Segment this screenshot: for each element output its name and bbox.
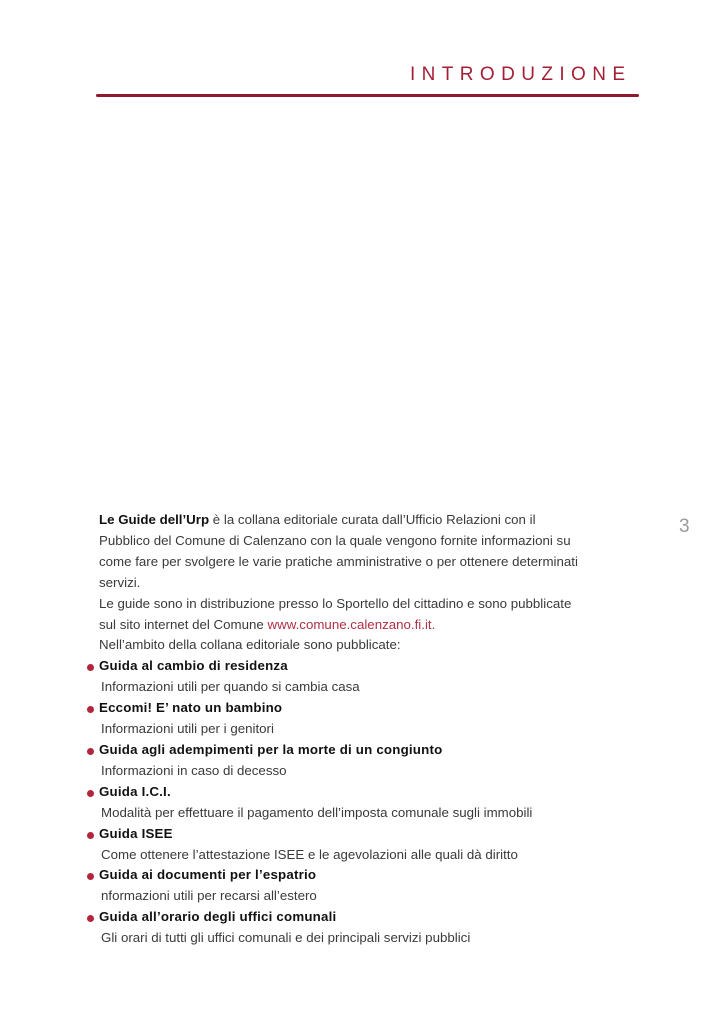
collection-name: Le Guide dell’Urp [99, 512, 210, 527]
bullet-icon [87, 790, 94, 797]
guide-description: Come ottenere l’attestazione ISEE e le agevolazioni alle quali dà diritto [101, 846, 518, 862]
section-title: INTRODUZIONE [410, 64, 632, 85]
bullet-icon [87, 664, 94, 671]
list-item [99, 782, 659, 824]
intro-line-6-text: sul sito internet del Comune [99, 616, 268, 632]
intro-line-2: Pubblico del Comune di Calenzano con la quale vengono fornite informazioni su [99, 532, 571, 548]
guides-list [99, 656, 659, 949]
guide-description: Informazioni utili per i genitori [101, 721, 274, 737]
guide-description: Informazioni utili per quando si cambia casa [101, 679, 360, 695]
guide-title: Guida agli adempimenti per la morte di un congiunto [99, 741, 443, 757]
bullet-icon [87, 915, 94, 922]
list-item [99, 740, 659, 782]
guide-description: Modalità per effettuare il pagamento dell’imposta comunale sugli immobili [101, 804, 533, 820]
guide-title: Guida ISEE [99, 825, 173, 841]
page-number: 3 [679, 516, 690, 537]
header-divider [96, 94, 639, 97]
intro-content [99, 510, 659, 949]
list-item [99, 656, 659, 698]
guide-title: Eccomi! E’ nato un bambino [99, 700, 283, 716]
bullet-icon [87, 748, 94, 755]
guide-description: Gli orari di tutti gli uffici comunali e dei principali servizi pubblici [101, 930, 471, 946]
list-item [99, 907, 659, 949]
guide-title: Guida I.C.I. [99, 783, 171, 799]
list-item [99, 865, 659, 907]
guide-description: Informazioni in caso di decesso [101, 762, 287, 778]
intro-line-5: Le guide sono in distribuzione presso lo Sportello del cittadino e sono pubblicate [99, 595, 572, 611]
bullet-icon [87, 706, 94, 713]
intro-line-4: servizi. [99, 574, 141, 590]
guide-title: Guida ai documenti per l’espatrio [99, 867, 317, 883]
intro-line-7: Nell’ambito della collana editoriale sono pubblicate: [99, 637, 401, 653]
guide-description: nformazioni utili per recarsi all’estero [101, 888, 317, 904]
guide-title: Guida all’orario degli uffici comunali [99, 909, 337, 925]
intro-line-6 [99, 615, 659, 636]
bullet-icon [87, 832, 94, 839]
guide-title: Guida al cambio di residenza [99, 658, 288, 674]
intro-line-3: come fare per svolgere le varie pratiche amministrative o per ottenere determinati [99, 553, 578, 569]
intro-line-1-text: è la collana editoriale curata dall’Ufficio Relazioni con il [209, 512, 536, 527]
list-item [99, 698, 659, 740]
website-link[interactable]: www.comune.calenzano.fi.it. [267, 616, 436, 632]
intro-line-1 [99, 510, 659, 531]
bullet-icon [87, 873, 94, 880]
list-item [99, 824, 659, 866]
